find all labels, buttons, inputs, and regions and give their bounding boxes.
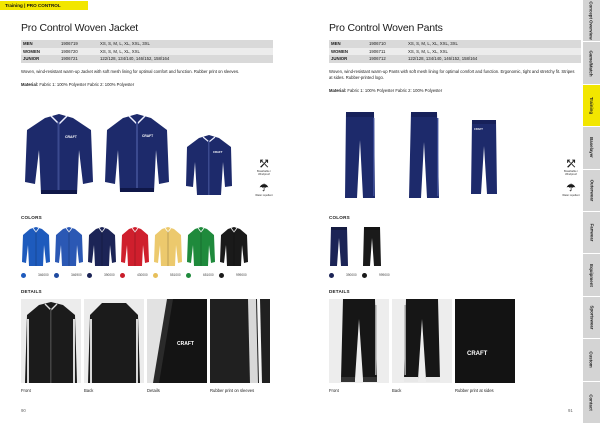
jacket-swatch-image [54, 226, 84, 268]
page-number: 91 [568, 408, 573, 413]
spec-label: MEN [21, 40, 59, 48]
jacket-back-photo [84, 299, 144, 383]
color-chip [329, 273, 334, 278]
color-chip [362, 273, 367, 278]
detail-front [329, 299, 389, 393]
detail-photo [147, 299, 207, 383]
pants-photo-women [407, 110, 441, 202]
care-text: Breathable / Windproof [564, 170, 578, 177]
color-code: 551000 [170, 273, 181, 277]
color-swatch[interactable] [329, 226, 359, 277]
jacket-photo-junior [183, 132, 235, 200]
side-tab-label: Sportswear [589, 305, 595, 330]
spec-row [329, 48, 581, 56]
product-title: Pro Control Woven Jacket [21, 22, 138, 34]
side-tab-label: Outerwear [589, 179, 594, 202]
detail-photo [455, 299, 515, 383]
material-line [21, 82, 273, 87]
detail-caption: Front [21, 388, 31, 393]
pants-back-photo [392, 299, 452, 383]
care-text: Water repellent [255, 194, 273, 197]
jacket-front-photo [21, 299, 81, 383]
material-label: Material: [329, 87, 347, 93]
spec-sizes: XS, S, M, L, XL, XXL, 3XL [98, 40, 273, 48]
spec-sku: 1906710 [367, 40, 406, 48]
brand-logo: CRAFT [177, 341, 194, 347]
detail-photo [84, 299, 144, 383]
spec-label: MEN [329, 40, 367, 48]
brand-logo: CRAFT [467, 351, 488, 357]
detail-print [455, 299, 515, 393]
color-swatch[interactable] [219, 226, 249, 277]
spec-table [21, 40, 273, 63]
pants-swatch-image [329, 226, 349, 268]
jacket-photo-men [21, 110, 97, 200]
detail-caption: Back [392, 388, 402, 393]
windproof-icon: ⤱ [260, 159, 268, 170]
material-value: Fabric 1: 100% Polyester Fabric 2: 100% Polyester [39, 81, 135, 87]
svg-text:CRAFT: CRAFT [474, 128, 483, 131]
colors-heading: COLORS [21, 215, 42, 220]
care-info [559, 160, 583, 177]
spec-row [21, 40, 273, 48]
jacket-detail-photo [147, 299, 207, 383]
material-label: Material: [21, 81, 39, 87]
product-description: Woven, wind-resistant warm-up Jacket with soft mesh lining for optimal comfort and function. Rubber print on sleeves. [21, 68, 240, 74]
page-number: 90 [21, 408, 26, 413]
spec-sku: 1906711 [367, 48, 406, 56]
product-description: Woven, wind-resistant warm-up Pants with soft mesh lining for optimal comfort and function. Ergonomic, tight and stretchy fit. Stripes at sides. Rubber-printed logo. [329, 68, 575, 80]
detail-caption: Rubber print at sides [455, 388, 494, 393]
detail-caption: Details [147, 388, 160, 393]
detail-closeup [147, 299, 207, 393]
color-code: 999000 [236, 273, 247, 277]
color-swatch[interactable] [54, 226, 84, 277]
color-chip [87, 273, 92, 278]
detail-sleeve [210, 299, 270, 393]
spec-label: JUNIOR [329, 55, 367, 63]
spec-table [329, 40, 581, 63]
side-tab-training[interactable] [583, 85, 600, 127]
color-swatch[interactable] [362, 226, 392, 277]
water-repellent-icon: ☂ [566, 183, 576, 194]
spec-sizes: XS, S, M, L, XL, XXL [406, 48, 581, 56]
pants-details [329, 299, 581, 405]
jacket-swatch-image [186, 226, 216, 268]
detail-front [21, 299, 81, 393]
spec-row [21, 55, 273, 63]
color-chip [186, 273, 191, 278]
color-code: 346000 [38, 273, 49, 277]
detail-back [392, 299, 452, 393]
jacket-photo-row [21, 110, 273, 202]
pants-swatch-image [362, 226, 382, 268]
side-tab-fanwear[interactable] [583, 212, 600, 254]
pants-photo-row [329, 110, 581, 202]
svg-text:CRAFT: CRAFT [142, 134, 154, 138]
color-code: 390000 [104, 273, 115, 277]
spec-sku: 1906720 [59, 48, 98, 56]
side-tab-label: Equipment [589, 263, 594, 287]
product-title: Pro Control Woven Pants [329, 22, 443, 34]
side-tab-game-match[interactable] [583, 42, 600, 84]
jacket-color-swatches [21, 226, 273, 281]
windproof-icon: ⤱ [567, 159, 575, 170]
side-tab-label: Custom [589, 351, 594, 369]
detail-photo [210, 299, 270, 383]
spec-sku: 1906719 [59, 40, 98, 48]
spec-row [21, 48, 273, 56]
color-chip [153, 273, 158, 278]
spec-label: JUNIOR [21, 55, 59, 63]
detail-photo [392, 299, 452, 383]
jacket-swatch-image [219, 226, 249, 268]
colors-heading: COLORS [329, 215, 350, 220]
material-line [329, 88, 581, 93]
detail-back [84, 299, 144, 393]
spec-sizes: 122/128, 134/140, 146/152, 158/164 [406, 55, 581, 63]
spec-sizes: XS, S, M, L, XL, XXL [98, 48, 273, 56]
pants-front-photo [329, 299, 389, 383]
color-chip [219, 273, 224, 278]
pants-product [329, 22, 581, 93]
care-text: Water repellent [562, 194, 580, 197]
svg-text:CRAFT: CRAFT [213, 150, 223, 154]
material-value: Fabric 1: 100% Polyester Fabric 2: 100% Polyester [347, 87, 443, 93]
spec-label: WOMEN [329, 48, 367, 56]
side-tab-label: Training [589, 96, 595, 115]
pants-print-photo [455, 299, 515, 383]
color-code: 651000 [203, 273, 214, 277]
svg-text:CRAFT: CRAFT [65, 135, 77, 139]
side-tab-label: Fanwear [589, 223, 595, 242]
spec-sizes: XS, S, M, L, XL, XXL, 3XL [406, 40, 581, 48]
side-tab-label: Concept Overview [589, 1, 594, 40]
pants-color-swatches [329, 226, 581, 281]
side-tab-label: Game/Match [589, 50, 595, 77]
spec-sku: 1906712 [367, 55, 406, 63]
jacket-swatch-image [153, 226, 183, 268]
care-info [252, 160, 276, 177]
pants-photo-men [343, 110, 377, 202]
color-chip [21, 273, 26, 278]
detail-caption: Rubber print on sleeves [210, 388, 255, 393]
color-swatch[interactable] [87, 226, 117, 277]
side-tab-label: Contact [589, 394, 594, 411]
detail-photo [21, 299, 81, 383]
jacket-photo-women [101, 110, 173, 200]
spec-row [329, 40, 581, 48]
color-chip [54, 273, 59, 278]
color-chip [120, 273, 125, 278]
side-tab-baselayer[interactable] [583, 127, 600, 169]
detail-photo [329, 299, 389, 383]
color-code: 390000 [346, 273, 357, 277]
catalog-side-nav [583, 0, 600, 424]
side-tab-label: Baselayer [589, 137, 595, 159]
jacket-sleeve-photo [210, 299, 270, 383]
detail-caption: Back [84, 388, 94, 393]
care-info-2 [252, 184, 276, 197]
color-code: 999000 [379, 273, 390, 277]
care-info-2 [559, 184, 583, 197]
pants-photo-junior [469, 118, 499, 198]
details-heading: DETAILS [329, 289, 350, 294]
care-text: Breathable / Windproof [257, 170, 271, 177]
jacket-swatch-image [87, 226, 117, 268]
color-swatch[interactable] [153, 226, 183, 277]
side-tab-equipment[interactable] [583, 254, 600, 296]
jacket-swatch-image [120, 226, 150, 268]
color-swatch[interactable] [186, 226, 216, 277]
water-repellent-icon: ☂ [259, 183, 269, 194]
jacket-swatch-image [21, 226, 51, 268]
side-tab-sportswear[interactable] [583, 297, 600, 339]
detail-caption: Front [329, 388, 339, 393]
side-tab-concept-overview[interactable] [583, 0, 600, 42]
jacket-details [21, 299, 273, 405]
spec-sizes: 122/128, 134/140, 146/152, 158/164 [98, 55, 273, 63]
spec-sku: 1906721 [59, 55, 98, 63]
color-code: 430000 [137, 273, 148, 277]
side-tab-outerwear[interactable] [583, 170, 600, 212]
section-tag: Training | PRO CONTROL [0, 1, 88, 10]
spec-row [329, 55, 581, 63]
color-swatch[interactable] [120, 226, 150, 277]
jacket-product [21, 22, 273, 87]
spec-label: WOMEN [21, 48, 59, 56]
side-tab-custom[interactable] [583, 339, 600, 381]
color-swatch[interactable] [21, 226, 51, 277]
color-code: 346900 [71, 273, 82, 277]
side-tab-contact[interactable] [583, 382, 600, 424]
details-heading: DETAILS [21, 289, 42, 294]
